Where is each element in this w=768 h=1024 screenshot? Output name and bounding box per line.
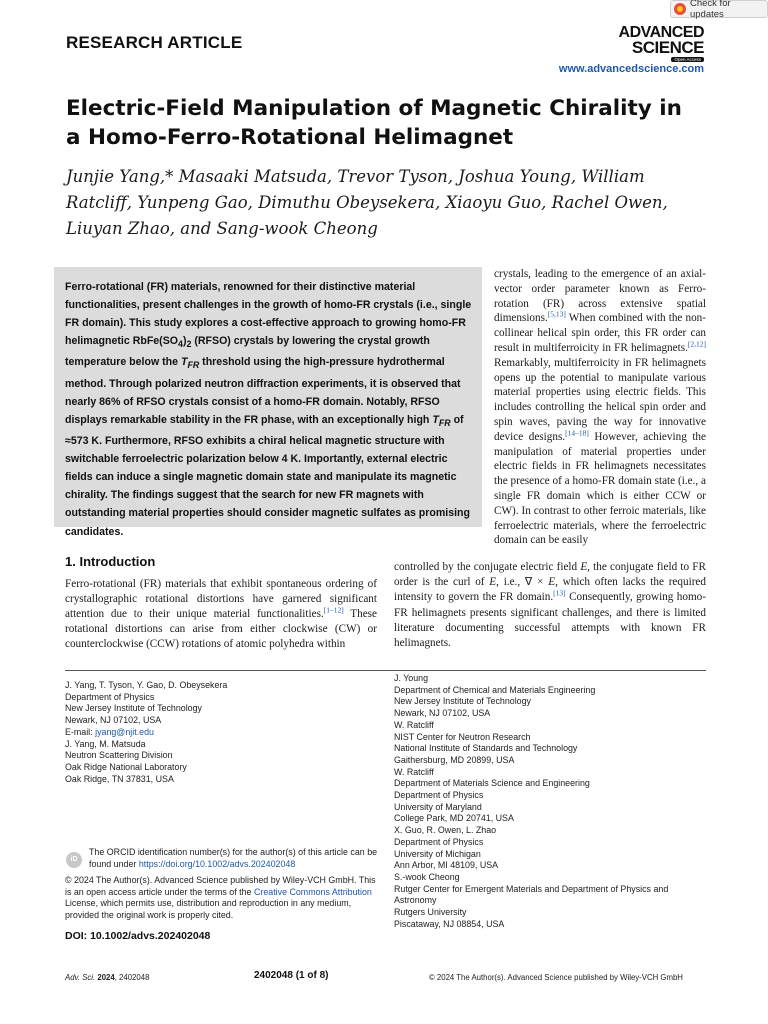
abstract-text-3: (RFSO) crystals by lowering the crystal growth temperature below the bbox=[65, 335, 430, 369]
divider bbox=[65, 670, 706, 671]
journal-url-link[interactable]: www.advancedscience.com bbox=[558, 63, 704, 75]
paragraph-text: crystals, leading to the emergence of an axial-vector order parameter known as Ferro-rotation (FR) across extensive spatial dimensions. bbox=[494, 268, 706, 325]
affiliation-line: Gaithersburg, MD 20899, USA bbox=[394, 754, 515, 765]
affiliation-line: Oak Ridge, TN 37831, USA bbox=[65, 773, 174, 784]
affiliation-line: Department of Materials Science and Engineering bbox=[394, 778, 590, 789]
affiliation-line: University of Michigan bbox=[394, 848, 481, 859]
citation-link[interactable]: [2,12] bbox=[687, 339, 706, 349]
orcid-doi-link[interactable]: https://doi.org/10.1002/advs.202402048 bbox=[138, 858, 296, 869]
affiliation-line: Newark, NJ 07102, USA bbox=[394, 708, 491, 719]
year: 2024 bbox=[97, 973, 115, 982]
paragraph-text: Remarkably, multiferroicity in FR helimagnets opens up the potential to manipulate various material properties using electric fields. This includes controlling the helical spin order and spin waves, paving the way for innovative device designs. bbox=[494, 356, 706, 443]
check-for-updates-button[interactable] bbox=[670, 0, 768, 18]
page-number: 2402048 (1 of 8) bbox=[254, 970, 329, 981]
affiliation-line: Rutger Center for Emergent Materials and Department of Physics and Astronomy bbox=[394, 883, 669, 906]
vector-e-symbol: E bbox=[548, 576, 556, 589]
paragraph-text: However, achieving the manipulation of material properties under electric fields in FR helimagnets necessitates the presence of a homo-FR domain state (i.e., a single FR domain which is either CCW or CW). In contrast to other ferroic materials, like ferroelectric materials, where the ferroelectric domain can be easily bbox=[494, 430, 706, 547]
subscript: 4 bbox=[178, 339, 183, 350]
doi-label: DOI: 10.1002/advs.202402048 bbox=[65, 930, 211, 942]
affiliation-line: Department of Physics bbox=[65, 691, 155, 702]
paragraph-text: , the conjugate field to FR order is the curl of bbox=[394, 561, 706, 589]
affiliation-line: Rutgers University bbox=[394, 907, 467, 918]
author-list: Junjie Yang,* Masaaki Matsuda, Trevor Tyson, Joshua Young, William Ratcliff, Yunpeng Gao, Dimuthu Obeysekera, Xiaoyu Guo, Rachel Owen, Liuyan Zhao, and Sang-wook Cheong bbox=[66, 167, 668, 238]
copyright-text: © 2024 The Author(s). Advanced Science published by Wiley-VCH GmbH. This is an open access article under the terms of the bbox=[65, 875, 376, 897]
section-label: RESEARCH ARTICLE bbox=[66, 33, 243, 52]
affiliation-line: J. Yang, M. Matsuda bbox=[65, 738, 146, 749]
abstract-text-2: ) bbox=[182, 335, 187, 348]
paragraph-text: controlled by the conjugate electric field bbox=[394, 561, 581, 573]
footer-copyright: © 2024 The Author(s). Advanced Science published by Wiley-VCH GmbH bbox=[429, 973, 683, 982]
affiliation-line: Piscataway, NJ 08854, USA bbox=[394, 918, 505, 929]
symbol-t: T bbox=[432, 413, 439, 426]
affiliation-line: J. Yang, T. Tyson, Y. Gao, D. Obeysekera bbox=[65, 680, 228, 690]
affiliation-line: J. Young bbox=[394, 673, 429, 683]
abstract-text-1: Ferro-rotational (FR) materials, renowned for their distinctive material functionalities, present challenges in the growth of homo-FR crystals (i.e., single FR domain). This study explores a cost-effective approach to growing homo-FR helimagnetic RbFe(SO bbox=[65, 281, 472, 348]
vector-e-symbol: E bbox=[580, 561, 588, 573]
affiliation-line: NIST Center for Neutron Research bbox=[394, 731, 531, 742]
vector-e-symbol: E bbox=[489, 576, 497, 589]
body-text-right-column bbox=[494, 267, 706, 548]
crossmark-icon bbox=[674, 3, 686, 15]
abstract-text-4: threshold using the high-pressure hydrothermal method. Through polarized neutron diffraction experiments, it is observed that nearly 86% of RFSO crystals consist of a homo-FR domain. Notably, RFSO displays remarkable stability in the FR phase, with an exceptionally high bbox=[65, 356, 461, 426]
email-link[interactable]: jyang@njit.edu bbox=[95, 726, 154, 737]
article-title: Electric-Field Manipulation of Magnetic Chirality in a Homo-Ferro-Rotational Helimagnet bbox=[66, 96, 682, 150]
affiliation-line: W. Ratcliff bbox=[394, 766, 434, 777]
orcid-text: The ORCID identification number(s) for the author(s) of this article can be found under bbox=[89, 847, 378, 869]
abstract-text-5: of ≈573 K. Furthermore, RFSO exhibits a chiral helical magnetic structure with switchable ferroelectric polarization below 4 K. Importantly, external electric fields can induce a single magnetic domain state and manipulate its magnetic chirality. The findings suggest that the search for new FR magnets with outstanding material properties should consider magnetic sulfates as promising candidates. bbox=[65, 413, 470, 538]
citation-link[interactable]: [13] bbox=[553, 588, 566, 598]
affiliation-line: University of Maryland bbox=[394, 801, 482, 812]
license-link[interactable]: Creative Commons Attribution bbox=[253, 886, 372, 897]
affiliation-line: Department of Physics bbox=[394, 790, 484, 801]
affiliation-line: College Park, MD 20741, USA bbox=[394, 813, 514, 824]
introduction-text-left bbox=[65, 577, 377, 652]
copyright-notice bbox=[65, 875, 380, 922]
citation-link[interactable]: [1–12] bbox=[323, 605, 344, 615]
affiliation-line: X. Guo, R. Owen, L. Zhao bbox=[394, 825, 497, 836]
paragraph-text: Consequently, growing homo-FR helimagnets presents significant challenges, and there is limited literature documenting successful attempts with known FR helimagnets. bbox=[394, 591, 707, 650]
email-label: E-mail: bbox=[65, 726, 96, 737]
journal-abbrev: Adv. Sci. bbox=[65, 973, 96, 982]
symbol-t: T bbox=[180, 356, 188, 369]
affiliation-line: Neutron Scattering Division bbox=[65, 750, 173, 761]
abstract bbox=[65, 278, 475, 541]
affiliations-right bbox=[394, 673, 706, 930]
orcid-note bbox=[89, 847, 379, 870]
introduction-text-right bbox=[394, 560, 706, 651]
check-updates-label: Check for updates bbox=[689, 0, 731, 20]
citation-link[interactable]: [14–18] bbox=[565, 428, 589, 438]
email-line bbox=[65, 727, 375, 739]
affiliation-line: Newark, NJ 07102, USA bbox=[65, 715, 162, 726]
paragraph-text: When combined with the non-collinear helical spin order, this FR order can result in multiferroicity in FR helimagnets. bbox=[494, 312, 706, 354]
paragraph-text: , which often lacks the required intensity to govern the FR domain. bbox=[394, 576, 706, 604]
affiliation-line: National Institute of Standards and Technology bbox=[394, 743, 578, 754]
affiliation-line: New Jersey Institute of Technology bbox=[65, 703, 202, 714]
affiliation-line: S.-wook Cheong bbox=[394, 871, 460, 882]
copyright-text: License, which permits use, distribution and reproduction in any medium, provided the original work is properly cited. bbox=[65, 898, 352, 921]
symbol-fr: FR bbox=[438, 417, 451, 428]
affiliation-line: W. Ratcliff bbox=[394, 719, 434, 730]
open-access-badge: Open Access bbox=[671, 57, 704, 62]
paragraph-text: These rotational distortions can arise from either clockwise (CW) or counterclockwise (CCW) rotations of atomic polyhedra within bbox=[65, 608, 377, 650]
affiliation-line: New Jersey Institute of Technology bbox=[394, 696, 531, 707]
orcid-icon: iD bbox=[66, 852, 82, 868]
affiliation-line: Department of Chemical and Materials Engineering bbox=[394, 684, 596, 695]
affiliation-line: Ann Arbor, MI 48109, USA bbox=[394, 860, 499, 871]
article-number: , 2402048 bbox=[114, 973, 150, 982]
affiliations-left bbox=[65, 680, 375, 785]
citation-link[interactable]: [5,13] bbox=[547, 309, 566, 319]
paragraph-text: Ferro-rotational (FR) materials that exhibit spontaneous ordering of crystallographic rotational distortions have garnered significant attention due to their unique material functionalities. bbox=[65, 578, 377, 620]
affiliation-line: Oak Ridge National Laboratory bbox=[65, 761, 187, 772]
footer-citation bbox=[65, 973, 149, 982]
logo-line-1: ADVANCED bbox=[618, 24, 704, 41]
section-heading-introduction: 1. Introduction bbox=[65, 554, 156, 569]
symbol-fr: FR bbox=[187, 360, 200, 371]
paragraph-text: , i.e., ∇ × bbox=[496, 576, 549, 589]
journal-logo bbox=[600, 24, 708, 64]
affiliation-line: Department of Physics bbox=[394, 836, 484, 847]
logo-line-2: SCIENCE bbox=[631, 38, 704, 57]
subscript: 2 bbox=[186, 339, 192, 350]
